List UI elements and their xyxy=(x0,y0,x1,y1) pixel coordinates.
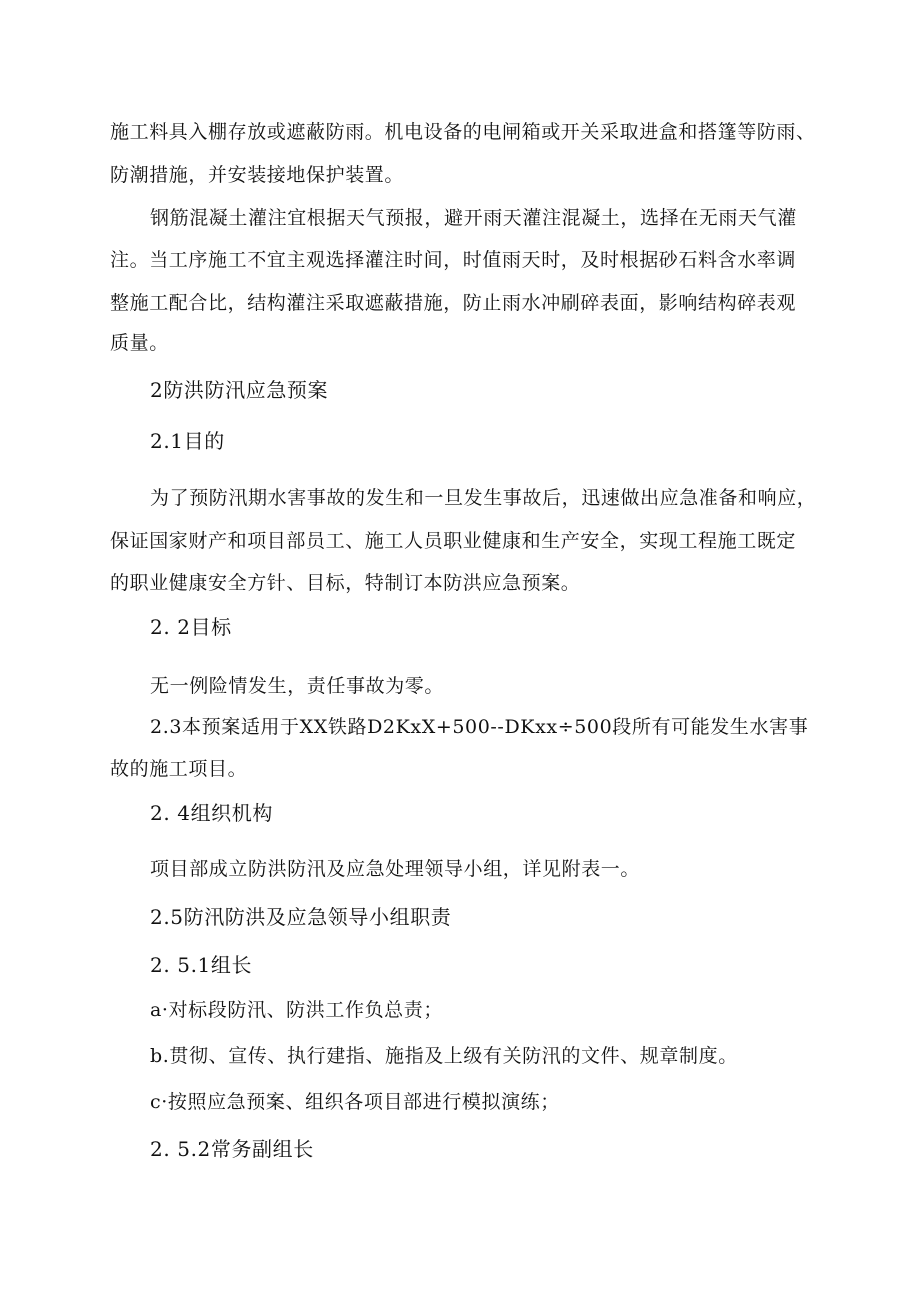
list-item: a·对标段防汛、防洪工作负总责； xyxy=(150,999,443,1021)
subsection-heading: 2. 4组织机构 xyxy=(150,801,273,825)
paragraph-line: 的职业健康安全方针、目标，特制订本防洪应急预案。 xyxy=(110,572,581,594)
paragraph-line: 注。当工序施工不宜主观选择灌注时间，时值雨天时，及时根据砂石料含水率调 xyxy=(110,249,797,271)
subsection-heading: 2. 2目标 xyxy=(150,615,232,639)
paragraph-line: 故的施工项目。 xyxy=(110,758,248,780)
subsection-heading: 2.1目的 xyxy=(150,429,225,453)
paragraph-line: 无一例险情发生，责任事故为零。 xyxy=(150,675,445,697)
subsection-heading: 2. 5.2常务副组长 xyxy=(150,1137,314,1161)
list-item: b.贯彻、宣传、执行建指、施指及上级有关防汛的文件、规章制度。 xyxy=(150,1045,738,1067)
list-item: c·按照应急预案、组织各项目部进行模拟演练； xyxy=(150,1091,560,1113)
paragraph-line: 质量。 xyxy=(110,332,169,354)
paragraph-line: 施工料具入棚存放或遮蔽防雨。机电设备的电闸箱或开关采取进盒和搭篷等防雨、 xyxy=(110,121,816,143)
paragraph-line: 保证国家财产和项目部员工、施工人员职业健康和生产安全，实现工程施工既定 xyxy=(110,530,797,552)
paragraph-line: 2.3本预案适用于XX铁路D2KxX+500--DKxx÷500段所有可能发生水害事 xyxy=(150,716,809,738)
paragraph-line: 整施工配合比，结构灌注采取遮蔽措施，防止雨水冲刷碎表面，影响结构碎表观 xyxy=(110,292,797,314)
paragraph-line: 为了预防汛期水害事故的发生和一旦发生事故后，迅速做出应急准备和响应， xyxy=(150,487,817,509)
subsection-heading: 2. 5.1组长 xyxy=(150,953,253,977)
paragraph-line: 项目部成立防洪防汛及应急处理领导小组，详见附表一。 xyxy=(150,858,641,880)
paragraph-line: 钢筋混凝土灌注宜根据天气预报，避开雨天灌注混凝土，选择在无雨天气灌 xyxy=(150,207,797,229)
paragraph-line: 防潮措施，并安装接地保护装置。 xyxy=(110,164,405,186)
section-heading: 2防洪防汛应急预案 xyxy=(150,378,329,402)
subsection-heading: 2.5防汛防洪及应急领导小组职责 xyxy=(150,905,452,929)
